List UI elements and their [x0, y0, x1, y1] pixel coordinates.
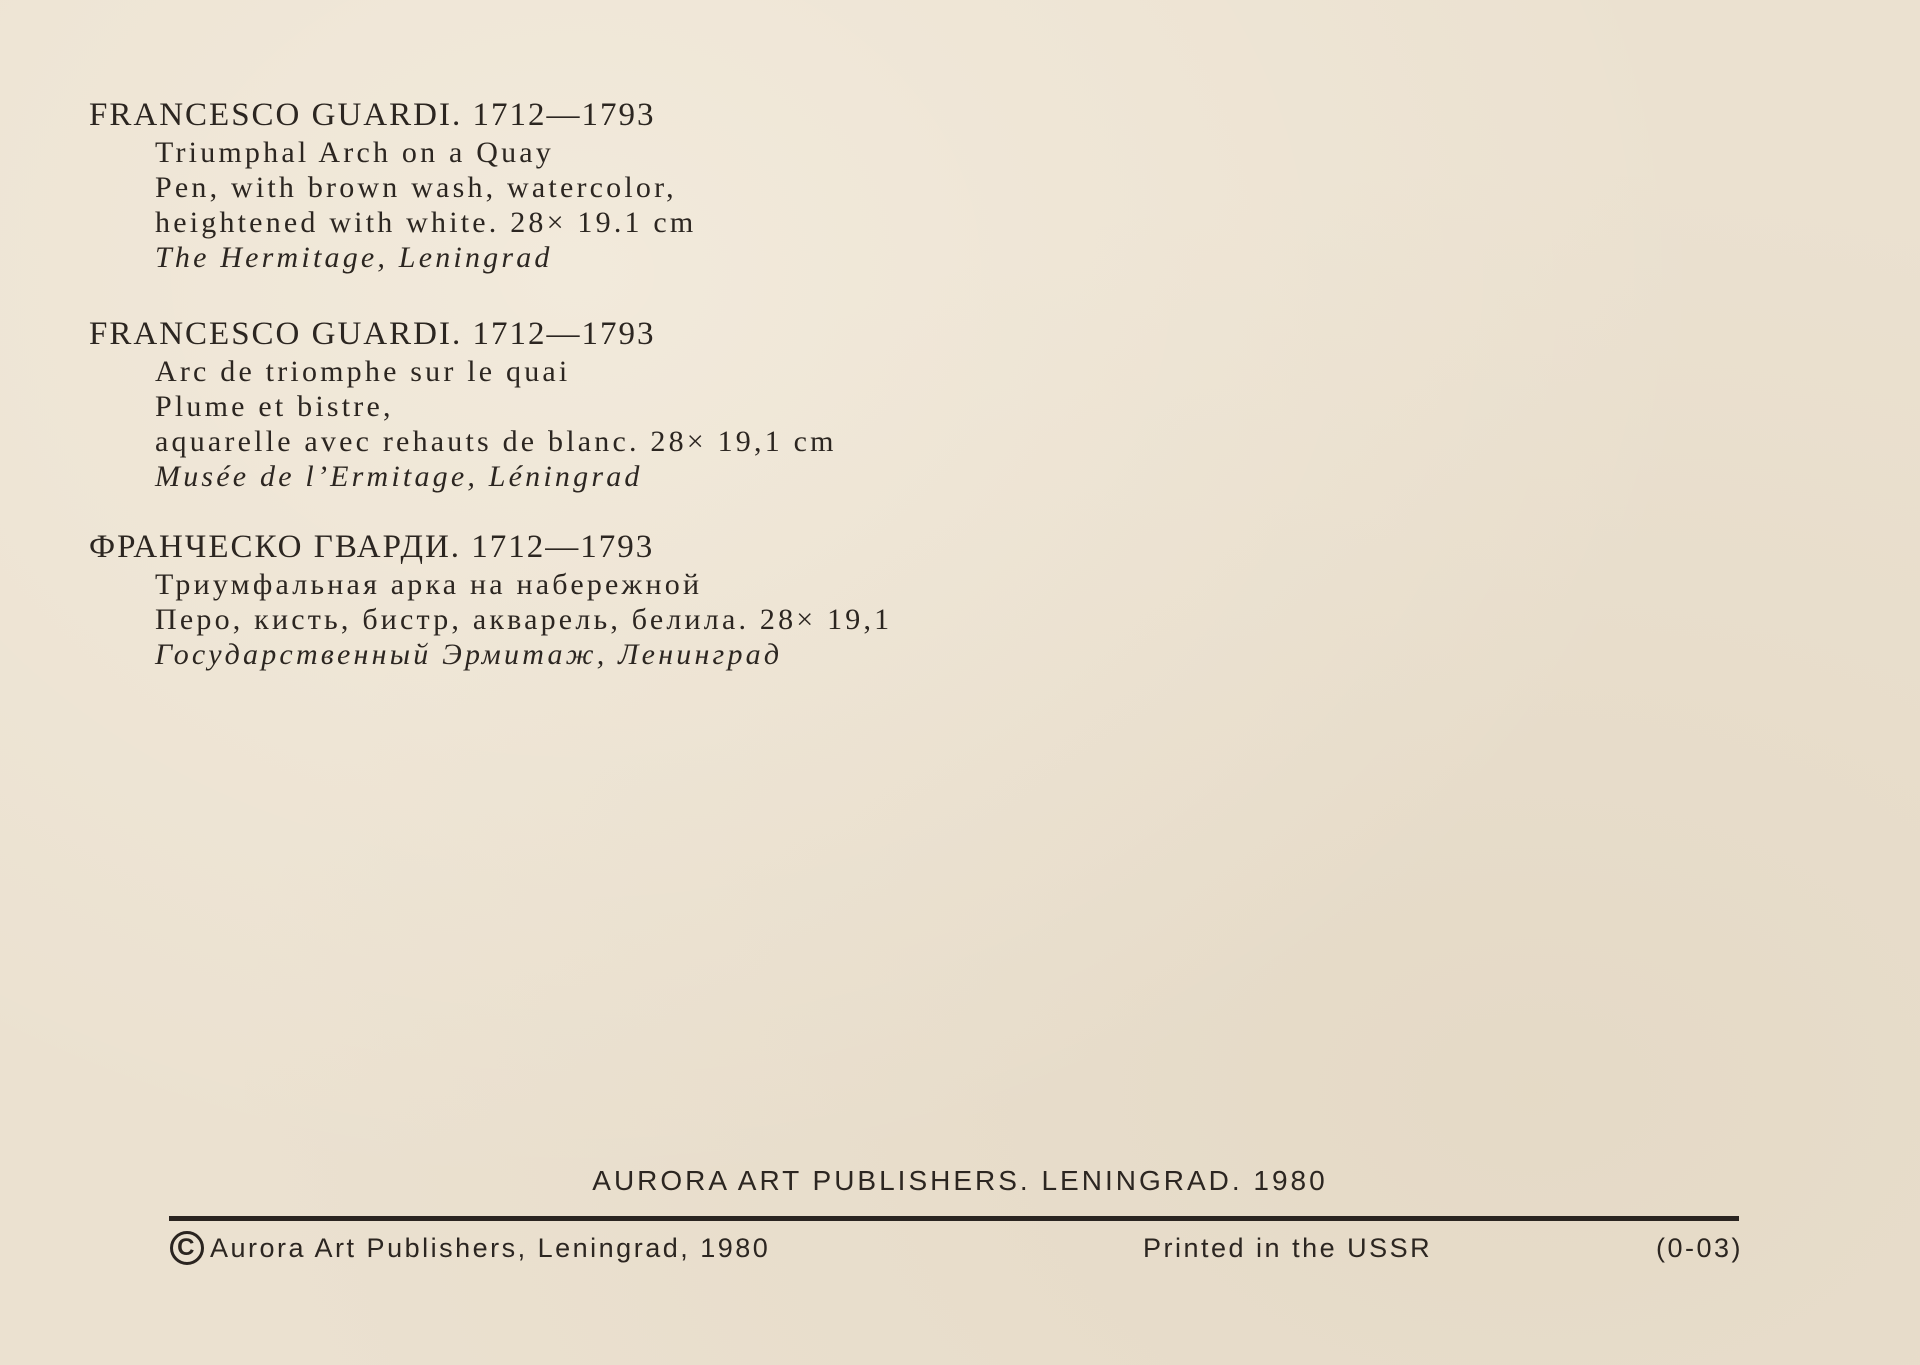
copyright-notice [170, 1228, 770, 1268]
museum-russian: Государственный Эрмитаж, Ленинград [155, 638, 783, 671]
medium-line2-english: heightened with white. 28× 19.1 cm [155, 206, 697, 239]
printed-in: Printed in the USSR [1143, 1233, 1433, 1263]
museum-french: Musée de l’Ermitage, Léningrad [155, 460, 643, 493]
artist-heading-russian: ФРАНЧЕСКО ГВАРДИ. 1712—1793 [89, 529, 655, 565]
caption-english [89, 95, 696, 275]
medium-line1-english: Pen, with brown wash, watercolor, [155, 171, 677, 204]
caption-french [89, 314, 837, 494]
copyright-icon: C [170, 1231, 204, 1265]
medium-line2-french: aquarelle avec rehauts de blanc. 28× 19,1 cm [155, 425, 837, 458]
caption-russian [89, 527, 892, 672]
artwork-title-russian: Триумфальная арка на набережной [155, 568, 703, 601]
museum-english: The Hermitage, Leningrad [155, 241, 553, 274]
artist-heading-french: FRANCESCO GUARDI. 1712—1793 [89, 316, 656, 352]
medium-line1-french: Plume et bistre, [155, 390, 394, 423]
publisher-line: AURORA ART PUBLISHERS. LENINGRAD. 1980 [592, 1165, 1328, 1196]
artwork-title-french: Arc de triomphe sur le quai [155, 355, 571, 388]
artist-heading-english: FRANCESCO GUARDI. 1712—1793 [89, 97, 656, 133]
copyright-text: Aurora Art Publishers, Leningrad, 1980 [210, 1233, 771, 1263]
divider-rule [169, 1216, 1739, 1221]
artwork-title-english: Triumphal Arch on a Quay [155, 136, 554, 169]
medium-line1-russian: Перо, кисть, бистр, акварель, белила. 28× 19,1 [155, 603, 893, 636]
catalog-code: (0-03) [1656, 1233, 1744, 1263]
